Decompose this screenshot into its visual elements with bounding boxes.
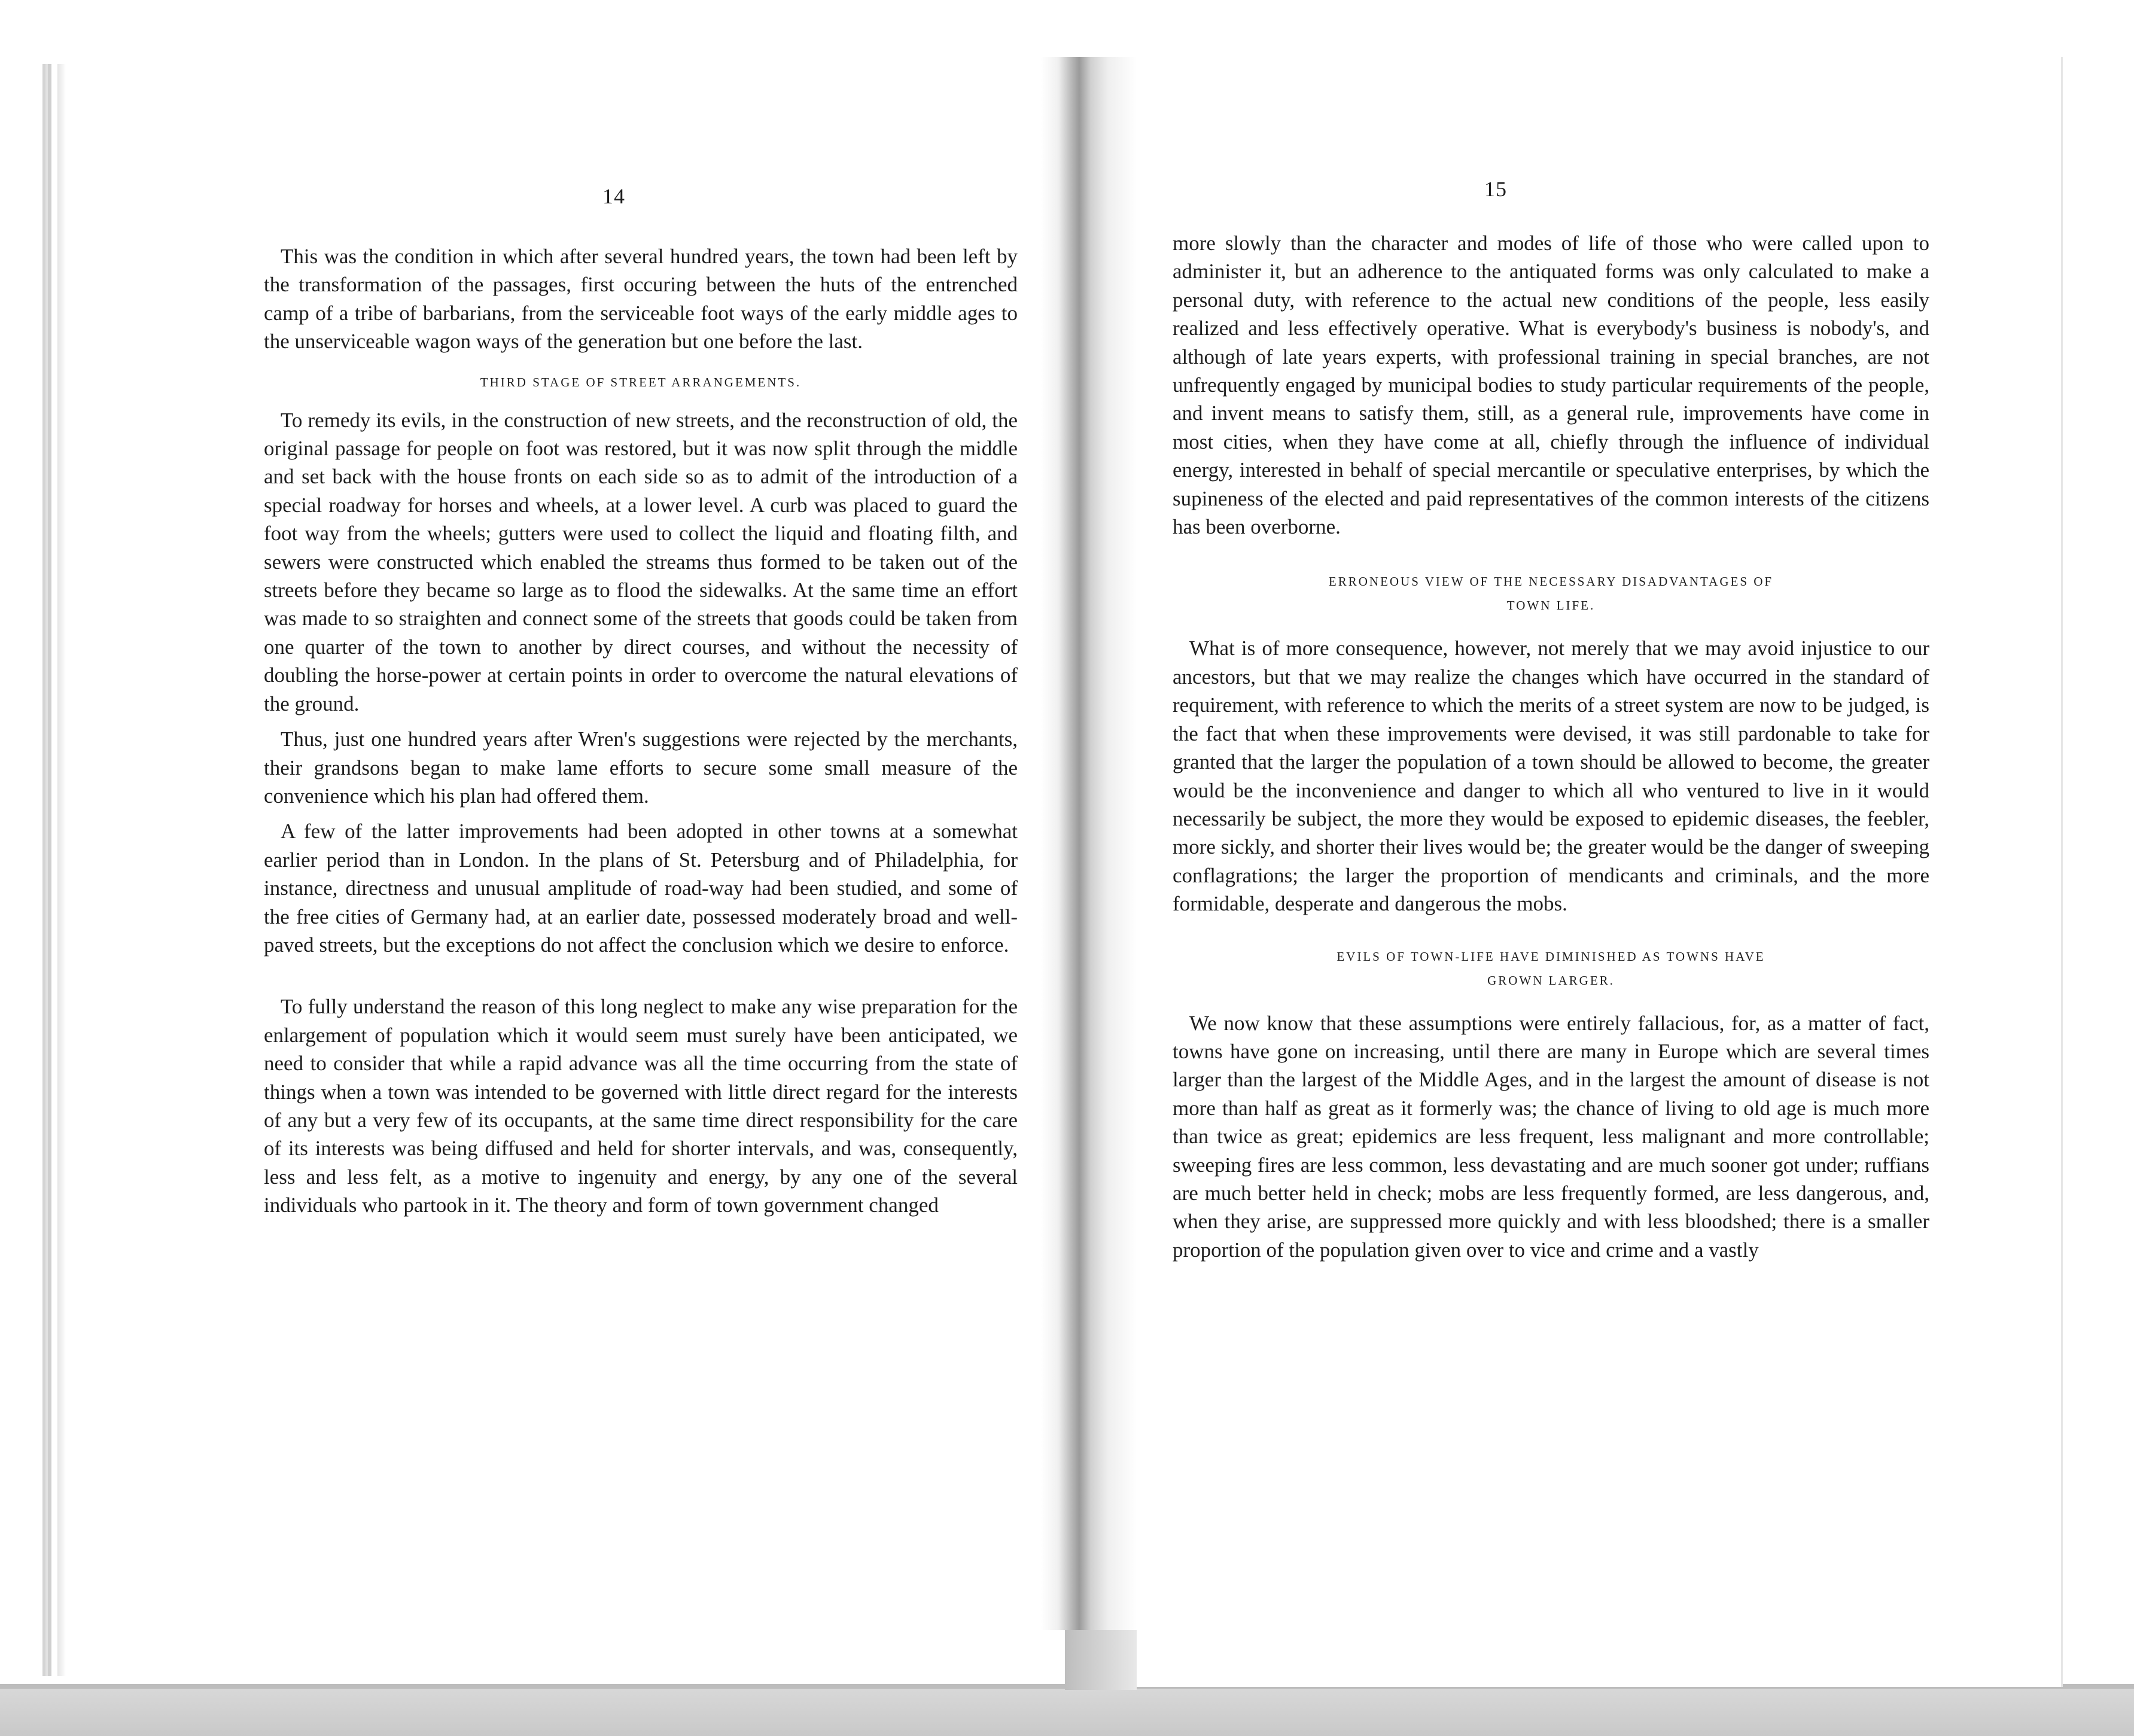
paragraph: Thus, just one hundred years after Wren's suggestions were rejected by the merchants, their grandsons began to make lame efforts to secure some small measure of the convenience which his plan had offered them.	[264, 727, 1018, 808]
paragraph: To fully understand the reason of this long neglect to make any wise preparation for the enlargement of population which it would seem must surely have been anticipated, we need to consider that while a rapid advance was all the time occurring from the state of things when a town was intended to be governed with little direct regard for the interests of any but a very few of its occupants, at the same time direct responsibility for the care of its interests was being diffused and held for shorter intervals, and was, consequently, less and less felt, as a motive to ingenuity and energy, by any one of the several individuals who partook in it. The theory and form of town government changed	[264, 995, 1018, 1217]
paragraph: A few of the latter improvements had been adopted in other towns at a somewhat earlier period than in London. In the plans of St. Petersburg and of Philadelphia, for instance, directness and unusual amplitude of road-way had been studied, and some of the free cities of Germany had, at an earlier date, possessed moderately broad and well-paved streets, but the exceptions do not affect the conclusion which we desire to enforce.	[264, 820, 1018, 957]
page-number: 14	[602, 184, 625, 208]
paragraph: To remedy its evils, in the construction of new streets, and the reconstruction of old, the original passage for people on foot was restored, but it was now split through the middle and set back with the house fronts on each side so as to admit of the introduction of a special roadway for horses and wheels, at a lower level. A curb was placed to guard the foot way from the wheels; gutters were used to collect the liquid and floating filth, and sewers were constructed which enabled the streams thus formed to be taken out of the streets before they became so large as to flood the sidewalks. At the same time an effort was made to so straighten and connect some of the streets that goods could be taken from one quarter of the town to another by direct courses, and without the necessity of doubling the horse-power at certain points in order to overcome the natural elevations of the ground.	[264, 408, 1018, 715]
book-gutter	[1041, 57, 1137, 1630]
section-heading: THIRD STAGE OF STREET ARRANGEMENTS.	[480, 374, 802, 389]
right-page	[1137, 57, 2063, 1687]
section-heading-line: EVILS OF TOWN-LIFE HAVE DIMINISHED AS TOWNS HAVE	[1337, 949, 1765, 964]
scanner-background	[0, 1684, 2134, 1736]
gutter-shadow	[1065, 1630, 1137, 1690]
paragraph: We now know that these assumptions were entirely fallacious, for, as a matter of fact, towns have gone on increasing, until there are many in Europe which are several times larger than the largest of the Middle Ages, and in the largest the amount of disease is not more than half as great as it formerly was; the chance of living to old age is much more than twice as great; epidemics are less frequent, less malignant and more controllable; sweeping fires are less common, less devastating and are much sooner got under; ruffians are much better held in check; mobs are less frequently formed, are less dangerous, and, when they arise, are suppressed more quickly and with less bloodshed; there is a smaller proportion of the population given over to vice and crime and a vastly	[1173, 1011, 1929, 1262]
paragraph: This was the condition in which after several hundred years, the town had been left by the transformation of the passages, first occuring between the huts of the entrenched camp of a tribe of barbarians, from the serviceable foot ways of the early middle ages to the unserviceable wagon ways of the generation but one before the last.	[264, 245, 1018, 354]
open-book	[48, 57, 2061, 1687]
paragraph: more slowly than the character and modes of life of those who were called upon to administer it, but an adherence to the antiquated forms was only calculated to make a personal duty, with reference to the actual new conditions of the people, less easily realized and less effectively operative. What is everybody's business is nobody's, and although of late years experts, with professional training in special branches, are not unfrequently engaged by municipal bodies to study particular requirements of the people, and invent means to satisfy them, still, as a general rule, improvements have come in most cities, when they have come at all, chiefly through the influence of individual energy, interested in behalf of special mercantile or speculative enterprises, by which the supineness of the elected and paid representatives of the common interests of the citizens has been overborne.	[1173, 232, 1929, 539]
section-heading-line: ERRONEOUS VIEW OF THE NECESSARY DISADVANTAGES OF	[1328, 574, 1774, 589]
section-heading-line: GROWN LARGER.	[1487, 973, 1615, 988]
section-heading-line: TOWN LIFE.	[1506, 598, 1596, 613]
page-number: 15	[1484, 177, 1507, 201]
right-page-body	[1173, 229, 1929, 1264]
paragraph: What is of more consequence, however, not merely that we may avoid injustice to our ancestors, but that we may realize the changes which have occurred in the standard of requirement, with reference to which the merits of a street system are now to be judged, is the fact that when these improvements were devised, it was still pardonable to take for granted that the larger the population of a town should be allowed to become, the greater would be the inconvenience and danger to which all who ventured to live in it would necessarily be subject, the more they would be exposed to epidemic diseases, the feebler, more sickly, and shorter their lives would be; the greater would be the danger of sweeping conflagrations; the larger the proportion of mendicants and criminals, and the more formidable, desperate and dangerous the mobs.	[1173, 636, 1929, 916]
left-page-body	[264, 242, 1018, 1220]
section-heading	[1173, 569, 1929, 617]
left-page	[48, 64, 1068, 1676]
section-heading	[1173, 945, 1929, 992]
